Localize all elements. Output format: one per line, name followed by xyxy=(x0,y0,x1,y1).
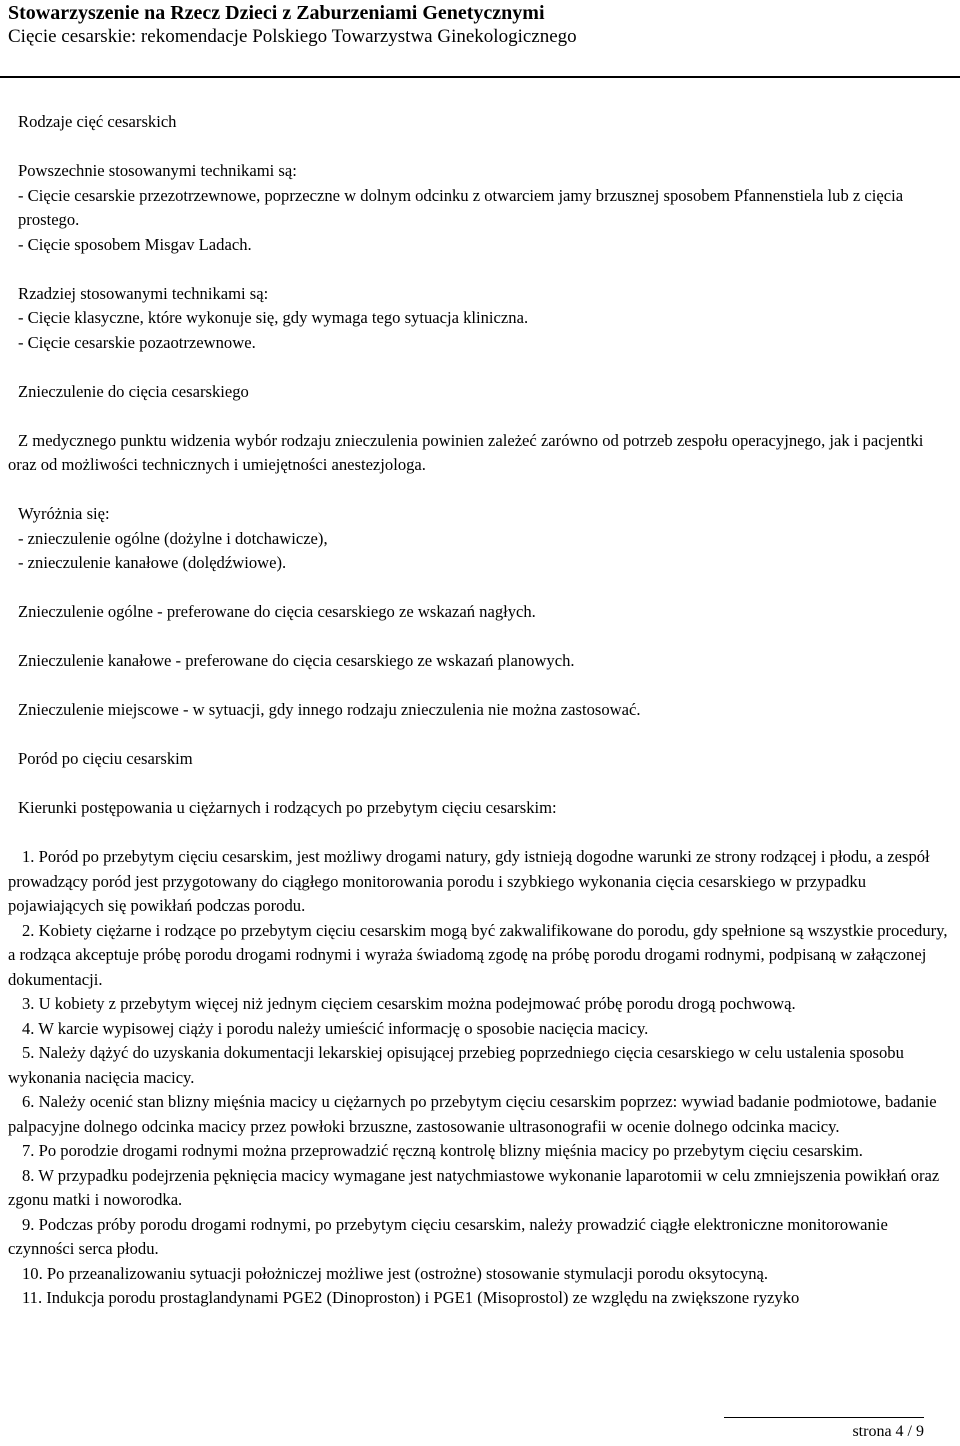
list-item: - znieczulenie kanałowe (dolędźwiowe). xyxy=(18,553,287,572)
guidelines-intro: Kierunki postępowania u ciężarnych i rodzących po przebytym cięciu cesarskim: xyxy=(18,798,557,817)
list-item: 7. Po porodzie drogami rodnymi można przeprowadzić ręczną kontrolę blizny mięśnia macicy po przebytym cięciu cesarskim. xyxy=(22,1141,863,1160)
list-item: 10. Po przeanalizowaniu sytuacji położniczej możliwe jest (ostrożne) stosowanie stymulacji porodu oksytocyną. xyxy=(22,1263,769,1283)
list-item: 2. Kobiety ciężarne i rodzące po przebytym cięciu cesarskim mogą być zakwalifikowane do porodu, gdy spełnione są wszystkie procedury, a rodząca akceptuje próbę porodu drogami rodnymi i wyraża świadomą zgodę na próbę porodu drogami rodnymi, podpisaną w załączonej dokumentacji. xyxy=(8,920,948,989)
document-subtitle: Cięcie cesarskie: rekomendacje Polskiego Towarzystwa Ginekologicznego xyxy=(8,26,577,47)
list-item: 1. Poród po przebytym cięciu cesarskim, jest możliwy drogami natury, gdy istnieją dogodne warunki ze strony rodzącej i płodu, a zespół prowadzący poród jest przygotowany do ciągłego monitorowania porodu i szybkiego wykonania cięcia cesarskiego w przypadku pojawiających się powikłań podczas porodu. xyxy=(8,847,930,915)
page-number: strona 4 / 9 xyxy=(724,1417,924,1440)
common-techniques-intro: Powszechnie stosowanymi technikami są: xyxy=(18,161,297,180)
section-heading-anesthesia: Znieczulenie do cięcia cesarskiego xyxy=(18,381,249,401)
list-item: 8. W przypadku podejrzenia pęknięcia macicy wymagane jest natychmiastowe wykonanie laparotomii w celu zmniejszenia powikłań oraz zgonu matki i noworodka. xyxy=(8,1165,940,1209)
local-anesthesia-note: Znieczulenie miejscowe - w sytuacji, gdy innego rodzaju znieczulenia nie można zastosować. xyxy=(18,700,641,719)
list-item: 5. Należy dążyć do uzyskania dokumentacji lekarskiej opisującej przebieg poprzedniego cięcia cesarskiego w celu ustalenia sposobu wykonania nacięcia macicy. xyxy=(8,1043,904,1087)
anesthesia-types-block xyxy=(8,502,952,576)
list-item: - znieczulenie ogólne (dożylne i dotchawicze), xyxy=(18,528,328,548)
list-item: 6. Należy ocenić stan blizny mięśnia macicy u ciężarnych po przebytym cięciu cesarskim poprzez: wywiad badanie podmiotowe, badanie palpacyjne dolnego odcinka macicy przez powłoki brzuszne, zastosowanie ultrasonografii w ocenie dolnego odcinka macicy. xyxy=(8,1092,937,1136)
anesthesia-types-intro: Wyróżnia się: xyxy=(18,504,110,523)
common-techniques-block xyxy=(8,159,952,257)
page-header xyxy=(0,0,960,78)
list-item: - Cięcie klasyczne, które wykonuje się, gdy wymaga tego sytuacja kliniczna. xyxy=(18,308,529,327)
general-anesthesia-note: Znieczulenie ogólne - preferowane do cięcia cesarskiego ze wskazań nagłych. xyxy=(18,602,536,621)
section-heading-birth-after-cesarean: Poród po cięciu cesarskim xyxy=(18,749,193,768)
document-body xyxy=(8,110,952,1311)
list-item: - Cięcie sposobem Misgav Ladach. xyxy=(18,234,252,254)
anesthesia-intro: Z medycznego punktu widzenia wybór rodzaju znieczulenia powinien zależeć zarówno od potrzeb zespołu operacyjnego, jak i pacjentki oraz od możliwości technicznych i umiejętności anestezjologa. xyxy=(8,430,924,474)
list-item: 11. Indukcja porodu prostaglandynami PGE2 (Dinoproston) i PGE1 (Misoprostol) ze względu na zwiększone ryzyko xyxy=(22,1288,800,1307)
organization-name: Stowarzyszenie na Rzecz Dzieci z Zaburzeniami Genetycznymi xyxy=(8,2,545,24)
list-item: - Cięcie cesarskie przezotrzewnowe, poprzeczne w dolnym odcinku z otwarciem jamy brzusznej sposobem Pfannenstiela lub z cięcia prostego. xyxy=(18,185,904,229)
guidelines-list xyxy=(8,845,952,1311)
list-item: - Cięcie cesarskie pozaotrzewnowe. xyxy=(18,332,256,352)
section-heading-types: Rodzaje cięć cesarskich xyxy=(18,112,177,131)
rare-techniques-intro: Rzadziej stosowanymi technikami są: xyxy=(18,283,269,303)
list-item: 9. Podczas próby porodu drogami rodnymi, po przebytym cięciu cesarskim, należy prowadzić ciągłe elektroniczne monitorowanie czynności serca płodu. xyxy=(8,1214,888,1258)
list-item: 4. W karcie wypisowej ciąży i porodu należy umieścić informację o sposobie nacięcia macicy. xyxy=(22,1018,649,1038)
rare-techniques-block xyxy=(8,282,952,356)
list-item: 3. U kobiety z przebytym więcej niż jednym cięciem cesarskim można podejmować próbę porodu drogą pochwową. xyxy=(22,994,796,1013)
spinal-anesthesia-note: Znieczulenie kanałowe - preferowane do cięcia cesarskiego ze wskazań planowych. xyxy=(18,651,575,670)
